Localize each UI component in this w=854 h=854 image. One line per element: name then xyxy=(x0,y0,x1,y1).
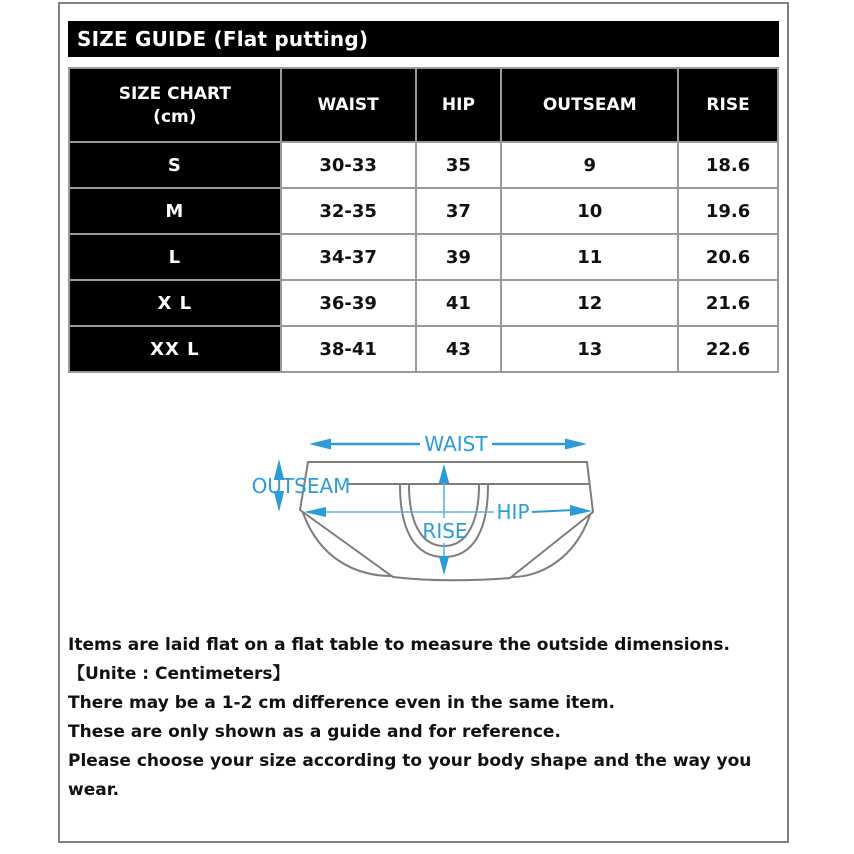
note-line: Please choose your size according to your body shape and the way you wear. xyxy=(68,751,752,800)
waist-cell: 32-35 xyxy=(281,188,416,234)
table-row xyxy=(69,280,778,326)
table-row xyxy=(69,188,778,234)
outseam-cell: 10 xyxy=(501,188,678,234)
rise-cell: 22.6 xyxy=(678,326,778,372)
note-line: There may be a 1-2 cm difference even in the same item. xyxy=(68,693,616,713)
hip-cell: 43 xyxy=(416,326,502,372)
outseam-cell: 9 xyxy=(501,142,678,188)
outseam-label: OUTSEAM xyxy=(251,474,351,498)
note-line: Items are laid flat on a flat table to measure the outside dimensions. xyxy=(68,635,730,655)
waist-cell: 36-39 xyxy=(281,280,416,326)
waist-cell: 30-33 xyxy=(281,142,416,188)
corner-header-line1: SIZE CHART xyxy=(118,83,231,104)
hip-cell: 35 xyxy=(416,142,502,188)
waist-cell: 38-41 xyxy=(281,326,416,372)
table-row xyxy=(69,326,778,372)
table-row xyxy=(69,142,778,188)
outseam-cell: 13 xyxy=(501,326,678,372)
size-cell: X L xyxy=(69,280,281,326)
hip-cell: 39 xyxy=(416,234,502,280)
rise-cell: 18.6 xyxy=(678,142,778,188)
size-cell: S xyxy=(69,142,281,188)
waist-label: WAIST xyxy=(424,432,488,456)
size-cell: XX L xyxy=(69,326,281,372)
rise-cell: 19.6 xyxy=(678,188,778,234)
note-line: 【Unite : Centimeters】 xyxy=(68,664,290,684)
measurement-diagram xyxy=(68,417,779,617)
table-header-row xyxy=(69,68,778,142)
rise-cell: 21.6 xyxy=(678,280,778,326)
note-line: These are only shown as a guide and for reference. xyxy=(68,722,561,742)
hip-label: HIP xyxy=(496,500,530,524)
rise-cell: 20.6 xyxy=(678,234,778,280)
col-header-outseam: OUTSEAM xyxy=(501,68,678,142)
size-chart-table xyxy=(68,67,779,373)
waist-arrow xyxy=(309,432,587,456)
page-title: SIZE GUIDE (Flat putting) xyxy=(68,21,779,57)
size-cell: M xyxy=(69,188,281,234)
rise-arrow xyxy=(422,464,467,575)
col-header-waist: WAIST xyxy=(281,68,416,142)
waist-cell: 34-37 xyxy=(281,234,416,280)
col-header-rise: RISE xyxy=(678,68,778,142)
hip-cell: 37 xyxy=(416,188,502,234)
outseam-cell: 11 xyxy=(501,234,678,280)
rise-label: RISE xyxy=(422,519,468,543)
content-frame xyxy=(58,2,789,843)
corner-header-cell xyxy=(69,68,281,142)
outseam-cell: 12 xyxy=(501,280,678,326)
notes-block xyxy=(68,631,779,805)
hip-cell: 41 xyxy=(416,280,502,326)
size-cell: L xyxy=(69,234,281,280)
briefs-diagram-svg xyxy=(68,417,786,617)
corner-header-line2: (cm) xyxy=(153,106,197,127)
col-header-hip: HIP xyxy=(416,68,502,142)
table-row xyxy=(69,234,778,280)
